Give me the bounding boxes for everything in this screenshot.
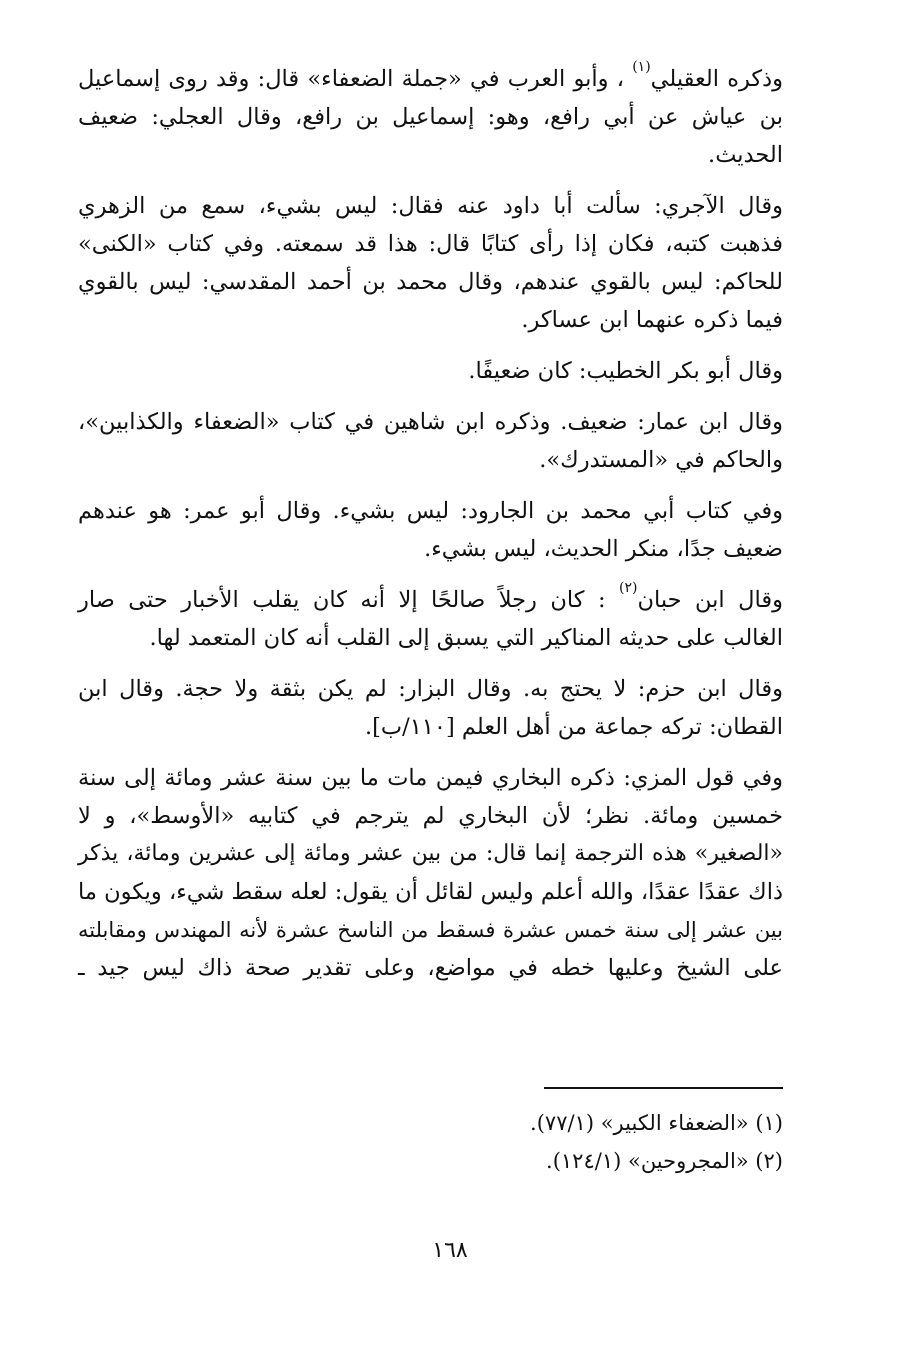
paragraph-2	[78, 187, 783, 339]
text-line: والحاكم في «المستدرك».	[539, 447, 783, 473]
text-line: وفي قول المزي: ذكره البخاري فيمن مات ما بين سنة عشر ومائة إلى سنة	[78, 765, 783, 791]
paragraph-5	[78, 492, 783, 568]
paragraph-4	[78, 403, 783, 479]
page-body	[78, 60, 783, 1000]
paragraph-3	[78, 352, 783, 390]
footnote-1: (١) «الضعفاء الكبير» (٧٧/١).	[530, 1111, 783, 1135]
text-line: وقال الآجري: سألت أبا داود عنه فقال: ليس بشيء، سمع من الزهري	[78, 193, 783, 219]
text-line: الحديث.	[708, 142, 783, 168]
footnote-ref-2: (٢)	[619, 580, 638, 596]
text-line: وفي كتاب أبي محمد بن الجارود: ليس بشيء. وقال أبو عمر: هو عندهم	[78, 498, 783, 524]
footnote-divider	[544, 1087, 783, 1089]
paragraph-6	[78, 581, 783, 657]
page-number: ١٦٨	[432, 1238, 468, 1263]
footnote-2: (٢) «المجروحين» (١٢٤/١).	[546, 1149, 783, 1173]
text-line: «الصغير» هذه الترجمة إنما قال: من بين عشر ومائة إلى عشرين ومائة، يذكر	[78, 841, 783, 866]
text-line: وقال أبو بكر الخطيب: كان ضعيفًا.	[468, 358, 783, 384]
text-line: على الشيخ وعليها خطه في مواضع، وعلى تقدير صحة ذاك ليس جيد ـ	[78, 955, 783, 981]
paragraph-1	[78, 60, 783, 174]
footnote-ref-1: (١)	[632, 59, 651, 75]
text-line: للحاكم: ليس بالقوي عندهم، وقال محمد بن أحمد المقدسي: ليس بالقوي	[78, 269, 783, 295]
paragraph-7	[78, 670, 783, 746]
text-line: فذهبت كتبه، فكان إذا رأى كتابًا قال: هذا قد سمعته. وفي كتاب «الكنى»	[78, 231, 783, 257]
paragraph-8	[78, 759, 783, 987]
text-segment: : كان رجلاً صالحًا إلا أنه كان يقلب الأخبار حتى صار	[78, 587, 620, 613]
text-line: بين عشر إلى سنة خمس عشرة فسقط من الناسخ عشرة لأنه المهندس ومقابلته	[78, 918, 783, 942]
text-line	[78, 60, 783, 98]
text-segment: وقال ابن حبان	[637, 587, 783, 613]
text-line: خمسين ومائة. نظر؛ لأن البخاري لم يترجم في كتابيه «الأوسط»، و لا	[78, 803, 783, 829]
text-line: القطان: تركه جماعة من أهل العلم [١١٠/ب].	[365, 714, 783, 740]
text-line: وقال ابن حزم: لا يحتج به. وقال البزار: لم يكن بثقة ولا حجة. وقال ابن	[78, 676, 783, 702]
text-segment: وذكره العقيلي	[650, 66, 783, 92]
text-line	[78, 581, 783, 619]
text-segment: ، وأبو العرب في «جملة الضعفاء» قال: وقد روى إسماعيل	[78, 66, 633, 92]
text-line: ذاك عقدًا عقدًا، والله أعلم وليس لقائل أن يقول: لعله سقط شيء، ويكون ما	[78, 879, 783, 905]
text-line: وقال ابن عمار: ضعيف. وذكره ابن شاهين في كتاب «الضعفاء والكذابين»،	[78, 409, 783, 435]
text-line: ضعيف جدًا، منكر الحديث، ليس بشيء.	[424, 536, 783, 562]
footnotes	[78, 1104, 783, 1180]
text-line: فيما ذكره عنهما ابن عساكر.	[521, 307, 783, 333]
text-line: بن عياش عن أبي رافع، وهو: إسماعيل بن رافع، وقال العجلي: ضعيف	[78, 104, 783, 130]
text-line: الغالب على حديثه المناكير التي يسبق إلى القلب أنه كان المتعمد لها.	[149, 625, 783, 651]
